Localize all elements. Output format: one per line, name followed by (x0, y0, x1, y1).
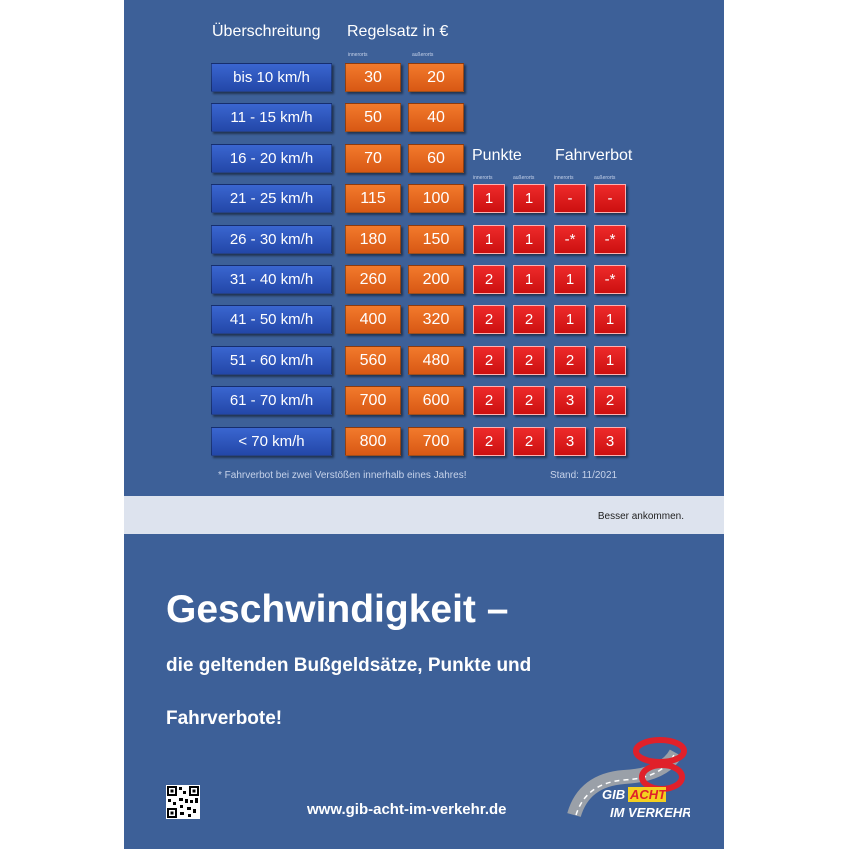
sub-ausserorts-ban: außerorts (594, 175, 616, 181)
points-innerorts-chip: 2 (473, 386, 505, 415)
ban-innerorts-chip: - (554, 184, 586, 213)
sub-innerorts-ban: innerorts (554, 175, 574, 181)
points-innerorts-chip: 2 (473, 346, 505, 375)
ban-ausserorts-chip: 1 (594, 305, 626, 334)
speed-range-chip: 31 - 40 km/h (211, 265, 332, 294)
ban-innerorts-chip: 2 (554, 346, 586, 375)
points-ausserorts-chip: 2 (513, 386, 545, 415)
points-ausserorts-chip: 1 (513, 184, 545, 213)
fine-innerorts-chip: 700 (345, 386, 401, 415)
fine-ausserorts-chip: 480 (408, 346, 464, 375)
ban-innerorts-chip: 1 (554, 265, 586, 294)
fine-innerorts-chip: 260 (345, 265, 401, 294)
sub-ausserorts-points: außerorts (513, 175, 535, 181)
logo-acht-text: ACHT (630, 787, 667, 802)
fine-innerorts-chip: 180 (345, 225, 401, 254)
ban-innerorts-chip: 3 (554, 386, 586, 415)
fine-ausserorts-chip: 60 (408, 144, 464, 173)
speed-range-chip: bis 10 km/h (211, 63, 332, 92)
header-punkte: Punkte (472, 147, 522, 164)
speed-range-chip: 61 - 70 km/h (211, 386, 332, 415)
fine-ausserorts-chip: 40 (408, 103, 464, 132)
ban-innerorts-chip: 1 (554, 305, 586, 334)
ban-ausserorts-chip: - (594, 184, 626, 213)
ban-ausserorts-chip: -* (594, 265, 626, 294)
ban-innerorts-chip: -* (554, 225, 586, 254)
ban-ausserorts-chip: -* (594, 225, 626, 254)
fine-innerorts-chip: 400 (345, 305, 401, 334)
website-link[interactable]: www.gib-acht-im-verkehr.de (307, 801, 507, 818)
logo-im-verkehr-text: IM VERKEHR (610, 805, 690, 820)
subtitle-line-1: die geltenden Bußgeldsätze, Punkte und (166, 655, 532, 676)
fine-ausserorts-chip: 100 (408, 184, 464, 213)
fine-innerorts-chip: 115 (345, 184, 401, 213)
points-ausserorts-chip: 2 (513, 427, 545, 456)
points-ausserorts-chip: 1 (513, 265, 545, 294)
fine-innerorts-chip: 30 (345, 63, 401, 92)
sub-innerorts-points: innerorts (473, 175, 493, 181)
fine-ausserorts-chip: 150 (408, 225, 464, 254)
qr-code-icon[interactable] (166, 785, 200, 819)
speed-range-chip: 51 - 60 km/h (211, 346, 332, 375)
points-innerorts-chip: 1 (473, 225, 505, 254)
header-fahrverbot: Fahrverbot (555, 147, 633, 164)
footnote: * Fahrverbot bei zwei Verstößen innerhalb eines Jahres! (218, 470, 467, 481)
fine-innerorts-chip: 50 (345, 103, 401, 132)
header-ueberschreitung: Überschreitung (212, 23, 321, 40)
points-innerorts-chip: 2 (473, 265, 505, 294)
header-regelsatz: Regelsatz in € (347, 23, 449, 40)
speed-range-chip: 11 - 15 km/h (211, 103, 332, 132)
ban-ausserorts-chip: 3 (594, 427, 626, 456)
fine-innerorts-chip: 800 (345, 427, 401, 456)
speed-range-chip: 41 - 50 km/h (211, 305, 332, 334)
points-ausserorts-chip: 1 (513, 225, 545, 254)
points-innerorts-chip: 1 (473, 184, 505, 213)
speed-range-chip: < 70 km/h (211, 427, 332, 456)
points-innerorts-chip: 2 (473, 305, 505, 334)
fine-innerorts-chip: 560 (345, 346, 401, 375)
ban-ausserorts-chip: 2 (594, 386, 626, 415)
subtitle-line-2: Fahrverbote! (166, 708, 283, 729)
fine-ausserorts-chip: 320 (408, 305, 464, 334)
gib-acht-logo (564, 735, 690, 825)
poster (124, 0, 724, 849)
slogan: Besser ankommen. (597, 511, 684, 522)
points-ausserorts-chip: 2 (513, 346, 545, 375)
slogan-band (124, 496, 724, 534)
fine-ausserorts-chip: 700 (408, 427, 464, 456)
speed-range-chip: 26 - 30 km/h (211, 225, 332, 254)
sub-innerorts-fine: innerorts (348, 52, 368, 58)
points-innerorts-chip: 2 (473, 427, 505, 456)
speed-range-chip: 21 - 25 km/h (211, 184, 332, 213)
points-ausserorts-chip: 2 (513, 305, 545, 334)
fine-ausserorts-chip: 600 (408, 386, 464, 415)
fine-ausserorts-chip: 200 (408, 265, 464, 294)
fine-innerorts-chip: 70 (345, 144, 401, 173)
sub-ausserorts-fine: außerorts (412, 52, 434, 58)
fine-ausserorts-chip: 20 (408, 63, 464, 92)
ban-ausserorts-chip: 1 (594, 346, 626, 375)
speed-range-chip: 16 - 20 km/h (211, 144, 332, 173)
logo-gib-text: GIB (602, 787, 626, 802)
ban-innerorts-chip: 3 (554, 427, 586, 456)
page-title: Geschwindigkeit – (166, 588, 509, 631)
stand-date: Stand: 11/2021 (550, 470, 618, 481)
